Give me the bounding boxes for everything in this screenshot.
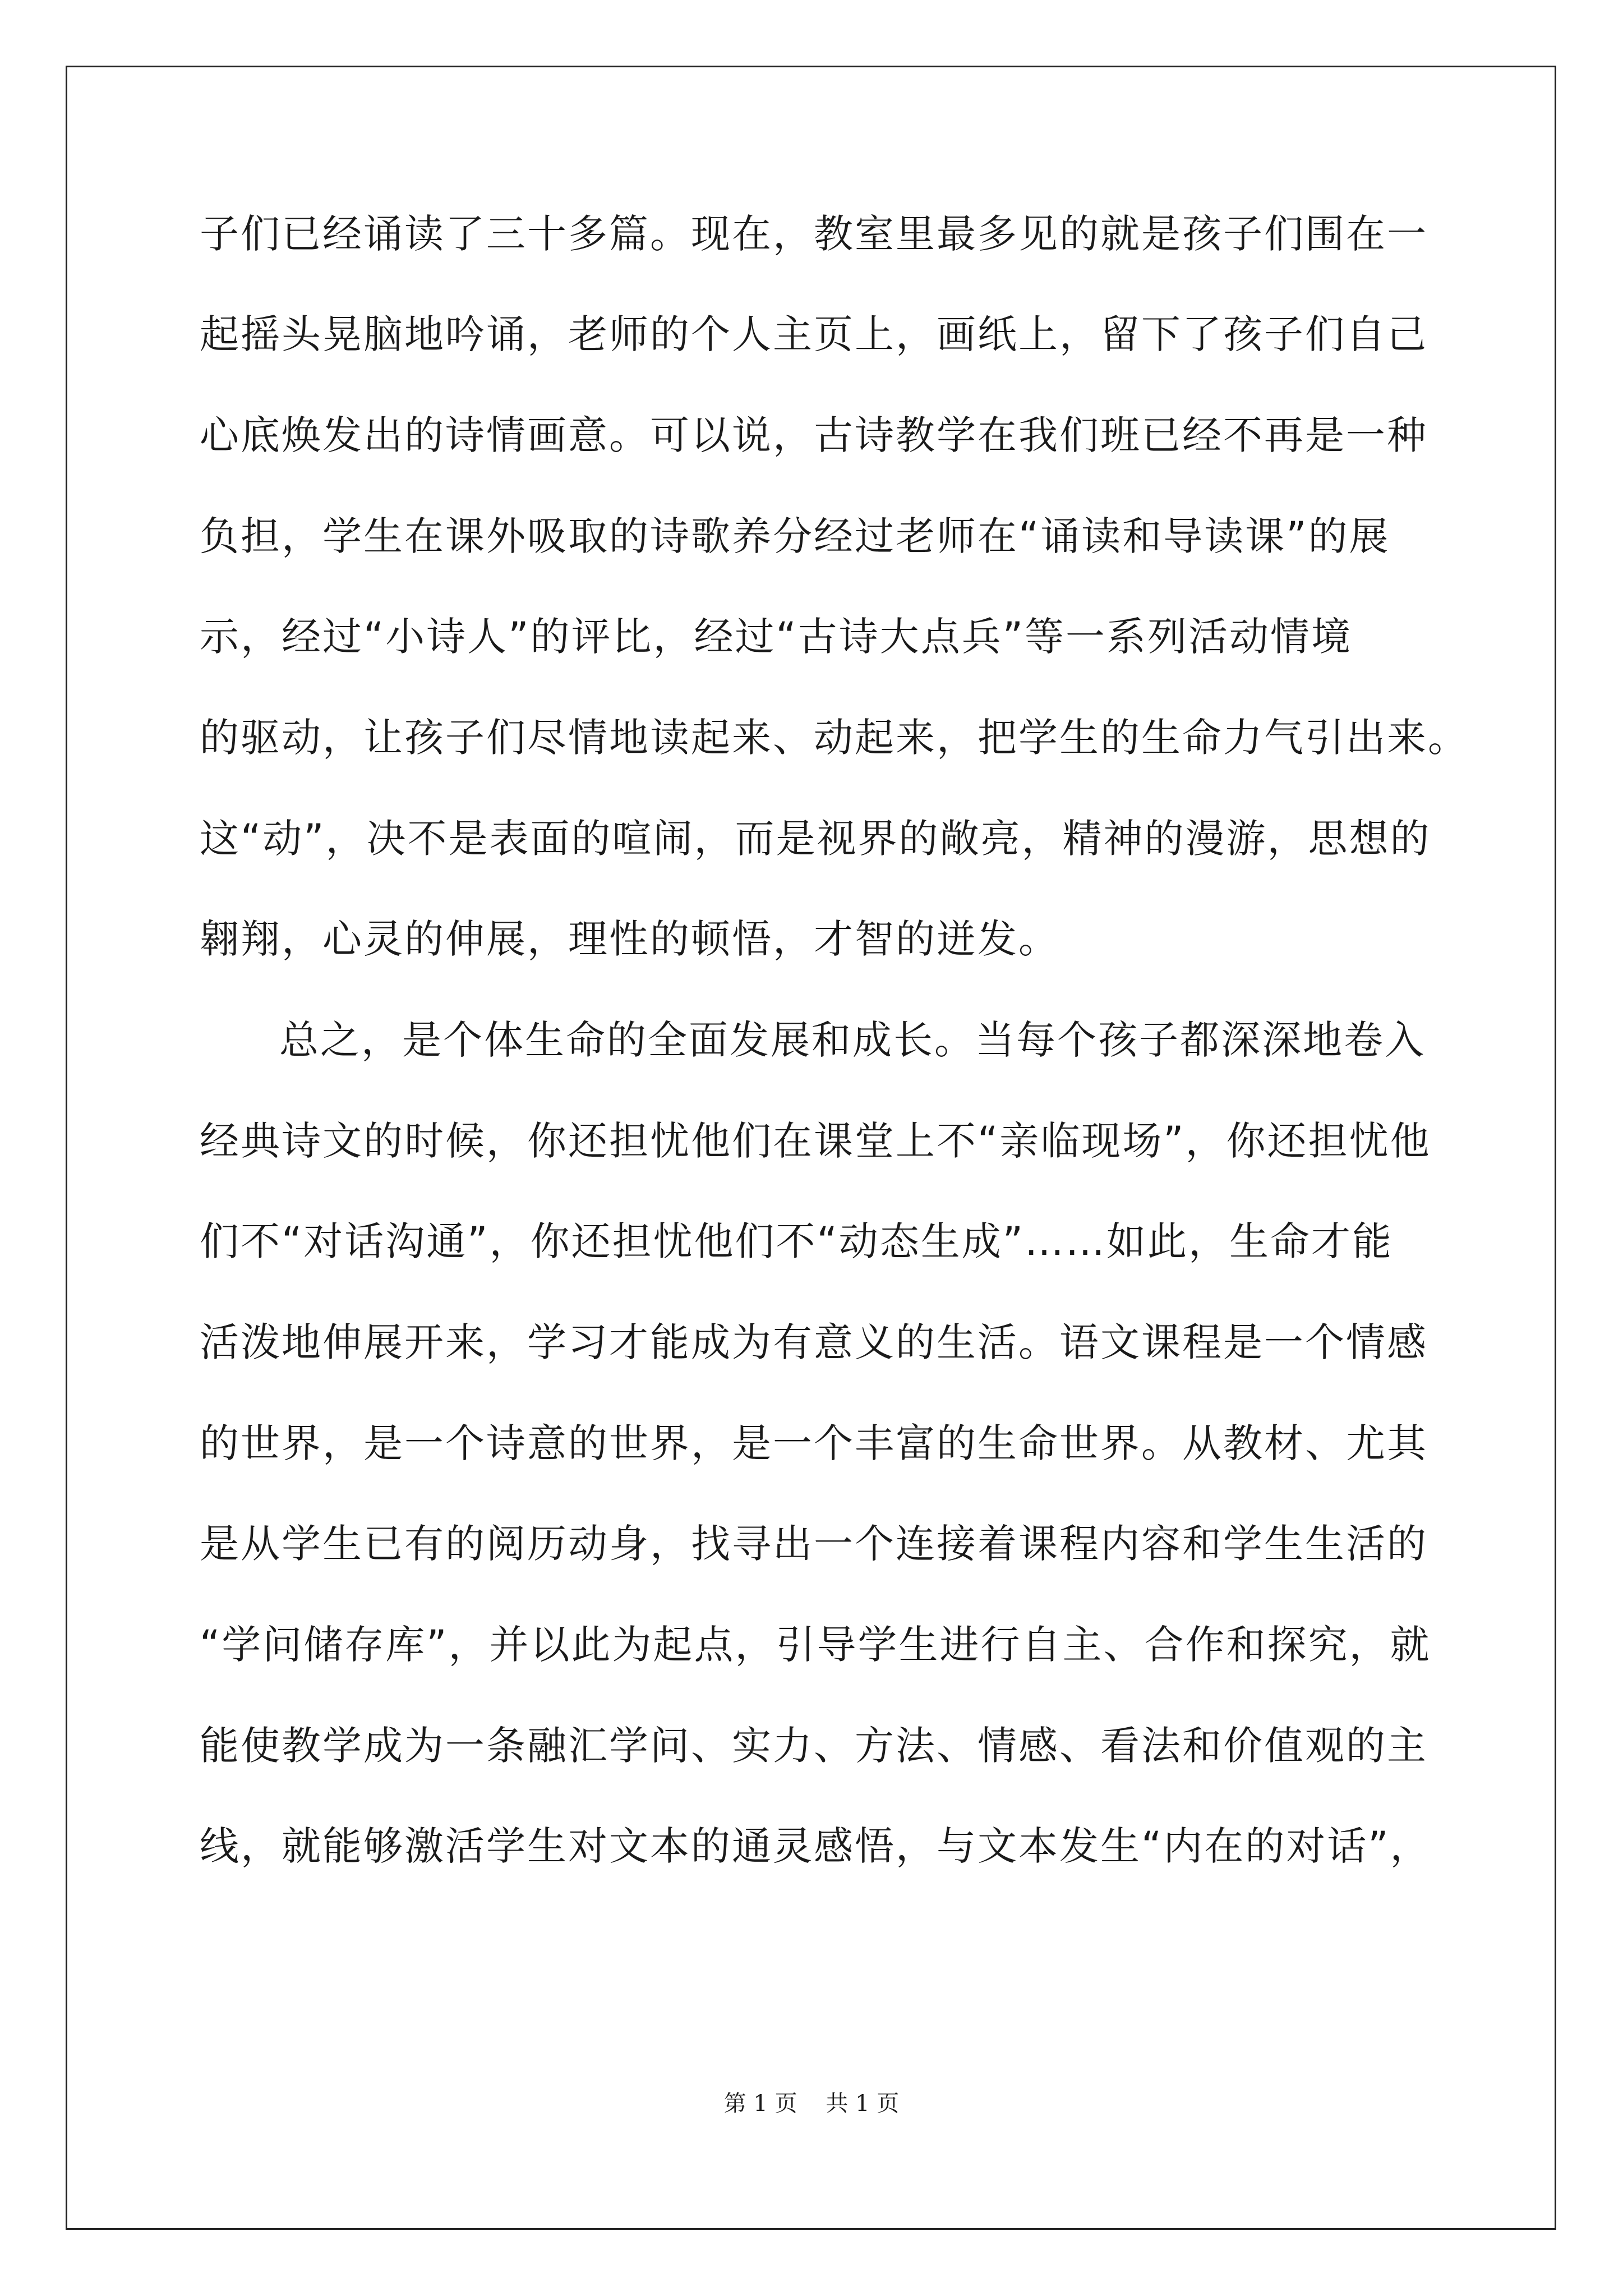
text-line: 负担，学生在课外吸取的诗歌养分经过老师在“诵读和导读课”的展: [200, 513, 1390, 559]
text-line: 是从学生已有的阅历动身，找寻出一个连接着课程内容和学生生活的: [200, 1521, 1428, 1567]
text-line: 起摇头晃脑地吟诵，老师的个人主页上，画纸上，留下了孩子们自己: [200, 311, 1428, 357]
text-line: “学问储存库”，并以此为起点，引导学生进行自主、合作和探究，就: [200, 1622, 1431, 1668]
text-line: 能使教学成为一条融汇学问、实力、方法、情感、看法和价值观的主: [200, 1723, 1428, 1769]
text-line: 的世界，是一个诗意的世界，是一个丰富的生命世界。从教材、尤其: [200, 1420, 1428, 1466]
text-line: 心底焕发出的诗情画意。可以说，古诗教学在我们班已经不再是一种: [200, 412, 1428, 458]
text-line: 翱翔，心灵的伸展，理性的顿悟，才智的迸发。: [200, 916, 1059, 962]
text-line: 的驱动，让孩子们尽情地读起来、动起来，把学生的生命力气引出来。: [200, 715, 1469, 761]
text-line: 线，就能够激活学生对文本的通灵感悟，与文本发生“内在的对话”，: [200, 1823, 1431, 1869]
paragraph-start-line: 总之，是个体生命的全面发展和成长。当每个孩子都深深地卷入: [279, 1017, 1426, 1063]
text-line: 示，经过“小诗人”的评比，经过“古诗大点兵”等一系列活动情境: [200, 614, 1353, 660]
text-line: 活泼地伸展开来，学习才能成为有意义的生活。语文课程是一个情感: [200, 1319, 1428, 1365]
text-line: 们不“对话沟通”，你还担忧他们不“动态生成”……如此，生命才能: [200, 1218, 1394, 1264]
text-line: 这“动”，决不是表面的喧闹，而是视界的敞亮，精神的漫游，思想的: [200, 816, 1431, 862]
page-number-footer: 第 1 页 共 1 页: [723, 2091, 900, 2116]
text-line: 经典诗文的时候，你还担忧他们在课堂上不“亲临现场”，你还担忧他: [200, 1118, 1431, 1164]
text-line: 子们已经诵读了三十多篇。现在，教室里最多见的就是孩子们围在一: [200, 211, 1428, 257]
